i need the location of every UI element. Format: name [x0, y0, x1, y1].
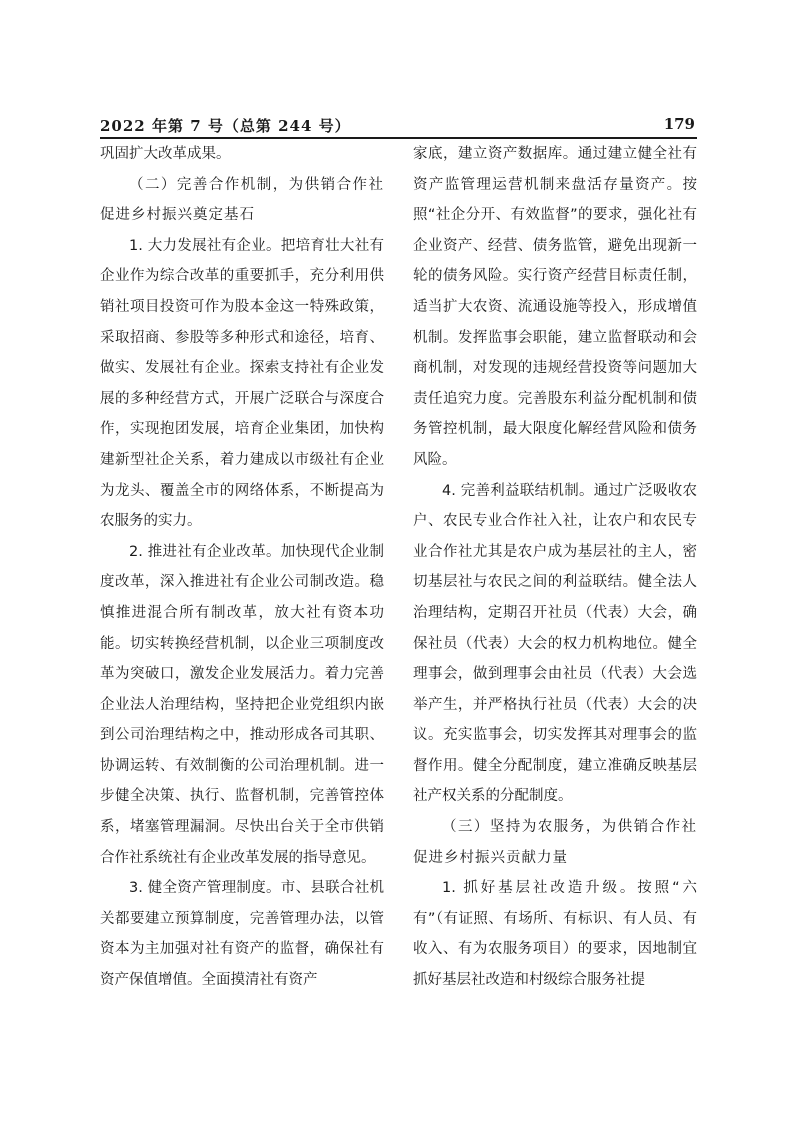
paragraph-item-1b: 1. 抓好基层社改造升级。按照“六有”（有证照、有场所、有标识、有人员、有收入、有为农服务项目）的要求，因地制宜抓好基层社改造和村级综合服务社提: [413, 880, 697, 989]
section-heading-3: （三）坚持为农服务，为供销合作社促进乡村振兴贡献力量: [413, 819, 697, 866]
paragraph-item-2: 2. 推进社有企业改革。加快现代企业制度改革，深入推进社有企业公司制改造。稳慎推进混合所有制改革，放大社有资本功能。切实转换经营机制，以企业三项制度改革为突破口，激发企业发展活力。着力完善企业法人治理结构，坚持把企业党组织内嵌到公司治理结构之中，推动形成各司其职、协调运转、有效制衡的公司治理机制。进一步健全决策、执行、监督机制，完善管控体系，堵塞管理漏洞。尽快出台关于全市供销合作社系统社有企业改革发展的指导意见。: [100, 543, 384, 866]
paragraph-item-1: 1. 大力发展社有企业。把培育壮大社有企业作为综合改革的重要抓手，充分利用供销社项目投资可作为股本金这一特殊政策，采取招商、参股等多种形式和途径，培育、做实、发展社有企业。探索支持社有企业发展的多种经营方式，开展广泛联合与深度合作，实现抱团发展，培育企业集团，加快构建新型社企关系，着力建成以市级社有企业为龙头、覆盖全市的网络体系，不断提高为农服务的实力。: [100, 237, 384, 530]
paragraph-continuation: 巩固扩大改革成果。: [100, 146, 231, 162]
page-number: 179: [663, 115, 695, 133]
paragraph-item-3: 3. 健全资产管理制度。市、县联合社机关都要建立预算制度，完善管理办法，以管资本为主加强对社有资产的监督，确保社有资产保值增值。全面摸清社有资产: [100, 880, 384, 989]
section-heading-2: （二）完善合作机制，为供销合作社促进乡村振兴奠定基石: [100, 176, 384, 224]
paragraph-continuation: 家底，建立资产数据库。通过建立健全社有资产监管理运营机制来盘活存量资产。按照“社企分开、有效监督”的要求，强化社有企业资产、经营、债务监管，避免出现新一轮的债务风险。实行资产经营目标责任制，适当扩大农资、流通设施等投入，形成增值机制。发挥监事会职能，建立监督联动和会商机制，对发现的违规经营投资等问题加大责任追究力度。完善股东利益分配机制和债务管控机制，最大限度化解经营风险和债务风险。: [413, 146, 697, 468]
left-column: [100, 139, 384, 996]
issue-label: 2022 年第 7 号（总第 244 号）: [100, 117, 351, 135]
running-header: [100, 111, 697, 137]
paragraph-item-4: 4. 完善利益联结机制。通过广泛吸收农户、农民专业合作社入社，让农户和农民专业合作社尤其是农户成为基层社的主人，密切基层社与农民之间的利益联结。健全法人治理结构，定期召开社员（代表）大会，确保社员（代表）大会的权力机构地位。健全理事会，做到理事会由社员（代表）大会选举产生，并严格执行社员（代表）大会的决议。充实监事会，切实发挥其对理事会的监督作用。健全分配制度，建立准确反映基层社产权关系的分配制度。: [413, 482, 697, 805]
right-column: [413, 139, 697, 996]
